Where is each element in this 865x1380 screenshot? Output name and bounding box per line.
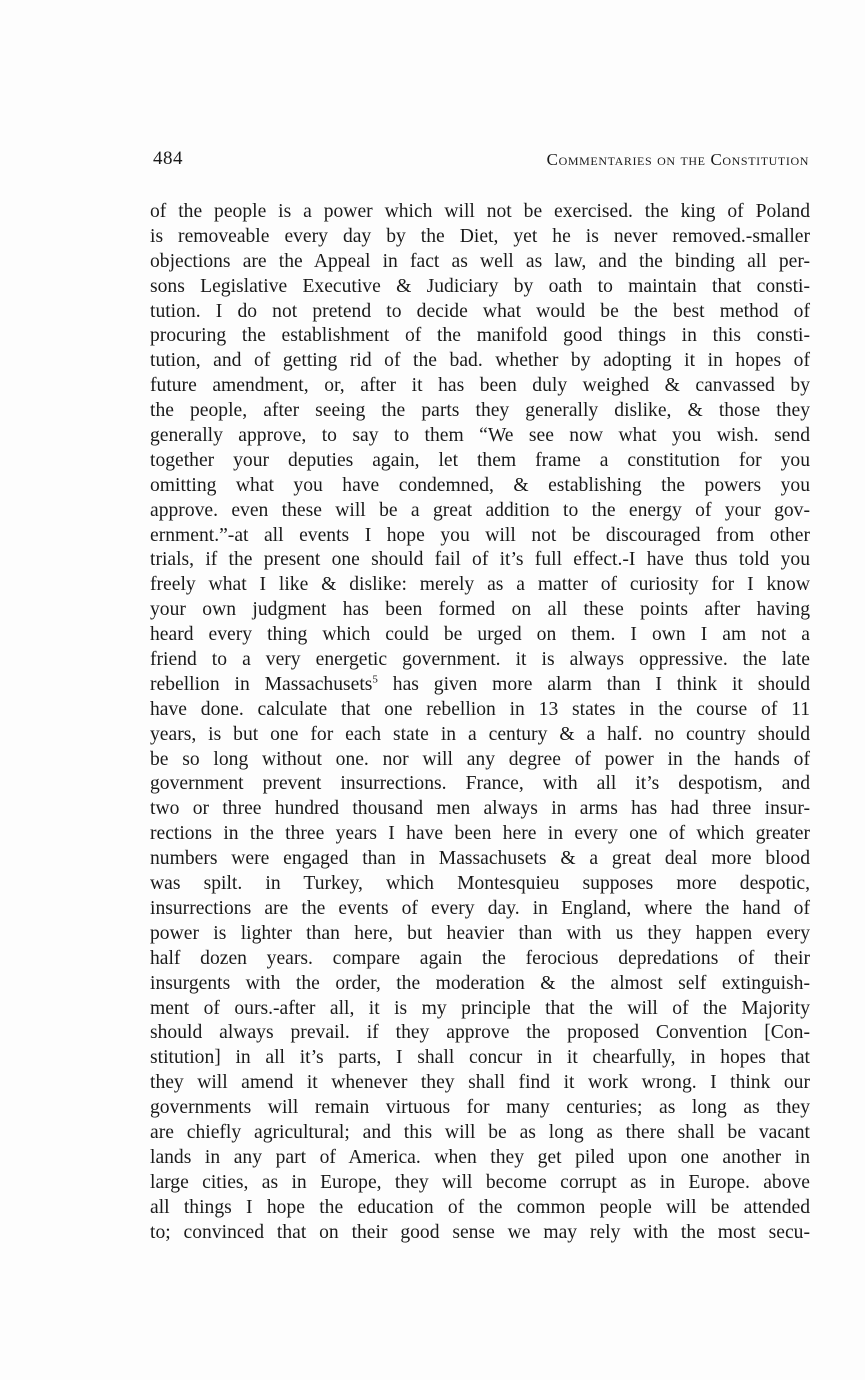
text-line: numbers were engaged than in Massachusets & a great deal more blood <box>150 848 810 870</box>
text-line: all things I hope the education of the common people will be attended <box>150 1196 810 1218</box>
text-line: large cities, as in Europe, they will become corrupt as in Europe. above <box>150 1171 810 1193</box>
page-number: 484 <box>153 148 183 169</box>
text-line: sons Legislative Executive & Judiciary by oath to maintain that consti- <box>150 275 810 297</box>
text-line: friend to a very energetic government. it is always oppressive. the late <box>150 649 810 671</box>
text-line: stitution] in all it’s parts, I shall concur in it chearfully, in hopes that <box>150 1047 810 1069</box>
text-line: insurgents with the order, the moderation & the almost self extinguish- <box>150 972 810 994</box>
text-line: ment of ours.-after all, it is my principle that the will of the Majority <box>150 997 810 1019</box>
text-fragment: rebellion in Massachusets <box>150 673 373 695</box>
text-line: power is lighter than here, but heavier than with us they happen every <box>150 922 810 944</box>
text-line: tution. I do not pretend to decide what would be the best method of <box>150 300 810 322</box>
text-line-with-footnote <box>150 673 810 698</box>
text-line: objections are the Appeal in fact as well as law, and the binding all per- <box>150 250 810 272</box>
text-line: lands in any part of America. when they get piled upon one another in <box>150 1146 810 1168</box>
page-header <box>153 148 809 174</box>
text-line: of the people is a power which will not be exercised. the king of Poland <box>150 201 810 222</box>
text-line: heard every thing which could be urged on them. I own I am not a <box>150 624 810 646</box>
text-line: together your deputies again, let them frame a constitution for you <box>150 449 810 471</box>
text-line: generally approve, to say to them “We see now what you wish. send <box>150 425 810 447</box>
text-line: was spilt. in Turkey, which Montesquieu supposes more despotic, <box>150 873 810 895</box>
text-line: procuring the establishment of the manifold good things in this consti- <box>150 325 810 347</box>
text-line: tution, and of getting rid of the bad. whether by adopting it in hopes of <box>150 350 810 372</box>
text-line: have done. calculate that one rebellion in 13 states in the course of 11 <box>150 698 810 720</box>
text-line: governments will remain virtuous for many centuries; as long as they <box>150 1097 810 1119</box>
text-line: are chiefly agricultural; and this will be as long as there shall be vacant <box>150 1121 810 1143</box>
text-line: approve. even these will be a great addition to the energy of your gov- <box>150 499 810 521</box>
text-line: freely what I like & dislike: merely as a matter of curiosity for I know <box>150 574 810 596</box>
text-line: be so long without one. nor will any degree of power in the hands of <box>150 748 810 770</box>
text-line: they will amend it whenever they shall find it work wrong. I think our <box>150 1072 810 1094</box>
text-line: government prevent insurrections. France, with all it’s despotism, and <box>150 773 810 795</box>
text-line: to; convinced that on their good sense we may rely with the most secu- <box>150 1221 810 1243</box>
body-text <box>150 200 810 1245</box>
text-line: the people, after seeing the parts they generally dislike, & those they <box>150 400 810 422</box>
text-line: ernment.”-at all events I hope you will not be discouraged from other <box>150 524 810 546</box>
text-line: future amendment, or, after it has been duly weighed & canvassed by <box>150 375 810 397</box>
footnote-reference: 5 <box>372 673 378 686</box>
text-fragment: has given more alarm than I think it should <box>377 673 810 695</box>
text-line: half dozen years. compare again the ferocious depredations of their <box>150 947 810 969</box>
text-line: your own judgment has been formed on all these points after having <box>150 599 810 621</box>
running-head: Commentaries on the Constitution <box>546 150 809 169</box>
text-line: should always prevail. if they approve the proposed Convention [Con- <box>150 1022 810 1044</box>
text-line: rections in the three years I have been here in every one of which greater <box>150 823 810 845</box>
text-line: omitting what you have condemned, & establishing the powers you <box>150 474 810 496</box>
text-line: insurrections are the events of every day. in England, where the hand of <box>150 897 810 919</box>
text-line: is removeable every day by the Diet, yet he is never removed.-smaller <box>150 225 810 247</box>
text-line: trials, if the present one should fail of it’s full effect.-I have thus told you <box>150 549 810 571</box>
text-line: years, is but one for each state in a century & a half. no country should <box>150 723 810 745</box>
text-line: two or three hundred thousand men always in arms has had three insur- <box>150 798 810 820</box>
